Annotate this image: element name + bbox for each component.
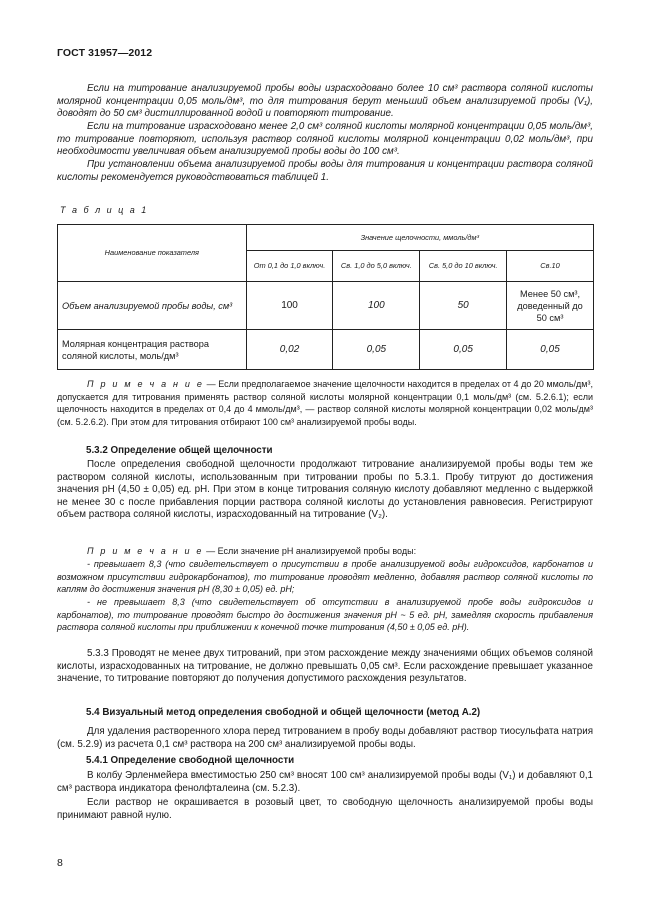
- table-range-header: Св.10: [507, 251, 594, 282]
- table-cell: 0,05: [420, 330, 507, 370]
- note-text: — Если значение pH анализируемой пробы воды:: [203, 546, 417, 556]
- note-label: П р и м е ч а н и е: [87, 379, 205, 389]
- intro-paragraph-2: Если на титрование израсходовано менее 2,0 см³ соляной кислоты молярной концентрации 0,05 моль/дм³, то титрование повторяют, используя раствор соляной кислоты молярной концентрации 0,02 моль/дм³, при необходимости увеличивая объем анализируемой пробы воды до 100 см³.: [57, 121, 593, 158]
- table-cell: 100: [333, 282, 420, 330]
- section-5-3-2-heading: 5.3.2 Определение общей щелочности: [86, 445, 273, 456]
- section-5-3-2-body: После определения свободной щелочности продолжают титрование анализируемой пробы воды тем же раствором соляной кислоты, использованным при титровании пробы по 5.3.1. Пробу титруют до достижения значения pH (4,50 ± 0,05) ед. pH. При этом в конце титрования соляную кислоту добавляют медленно с выдержкой не менее 30 с после прибавления порции раствора соляной кислоты до установления равновесия. Регистрируют объем раствора соляной кислоты, израсходованный на титрование (V₂).: [57, 459, 593, 521]
- intro-paragraph-1: Если на титрование анализируемой пробы воды израсходовано более 10 см³ раствора соляной кислоты молярной концентрации 0,05 моль/дм³, то для титрования берут меньший объем анализируемой пробы (V₁), доводят до 50 см³ дистиллированной водой и повторяют титрование.: [57, 83, 593, 120]
- table-note: [57, 378, 593, 428]
- table-caption: Т а б л и ц а 1: [60, 205, 149, 215]
- table-row-label: Объем анализируемой пробы воды, см³: [58, 282, 247, 330]
- table-range-header: От 0,1 до 1,0 включ.: [246, 251, 333, 282]
- table-cell: 100: [246, 282, 333, 330]
- alkalinity-table: [57, 224, 594, 370]
- note-item: - превышает 8,3 (что свидетельствует о присутствии в пробе анализируемой воды гидроксидов, карбонатов и возможном присутствии гидрокарбонатов), то титрование проводят медленно, добавляя раствор соляной кислоты по каплям до достижения значения pH (8,30 ± 0,05) ед. pH;: [57, 559, 593, 595]
- table-range-header: Св. 1,0 до 5,0 включ.: [333, 251, 420, 282]
- table-cell: 0,05: [507, 330, 594, 370]
- table-cell: 0,02: [246, 330, 333, 370]
- document-header: ГОСТ 31957—2012: [57, 47, 153, 59]
- table-cell: 50: [420, 282, 507, 330]
- section-5-3-3-body: 5.3.3 Проводят не менее двух титрований, при этом расхождение между значениями общих объемов соляной кислоты, израсходованных на титрование, не должно превышать 0,05 см³. Если расхождение превышает указанное значение, то титрование повторяют до получения допустимого расхождения результатов.: [57, 648, 593, 685]
- note-item: - не превышает 8,3 (что свидетельствует об отсутствии в анализируемой пробе воды гидроксидов и карбонатов), то титрование проводят быстро до достижения значения pH ~ 5 ед. pH, замедляя скорость прибавления раствора соляной кислоты при приближении к конечной точке титрования (4,50 ± 0,05 ед. pH).: [57, 597, 593, 633]
- table-range-header: Св. 5,0 до 10 включ.: [420, 251, 507, 282]
- intro-paragraph-3: При установлении объема анализируемой пробы воды для титрования и концентрации раствора соляной кислоты рекомендуется руководствоваться таблицей 1.: [57, 159, 593, 183]
- note-label: П р и м е ч а н и е: [87, 546, 204, 556]
- section-5-3-2-note: [57, 545, 593, 558]
- page-number: 8: [57, 857, 63, 869]
- section-5-4-heading: 5.4 Визуальный метод определения свободной и общей щелочности (метод А.2): [86, 707, 481, 718]
- table-row-label: Молярная концентрация раствора соляной кислоты, моль/дм³: [58, 330, 247, 370]
- section-5-4-1-body: Если раствор не окрашивается в розовый цвет, то свободную щелочность анализируемой пробы воды принимают равной нулю.: [57, 797, 593, 821]
- table-col-name-header: Наименование показателя: [58, 225, 247, 282]
- table-group-header: Значение щелочности, ммоль/дм³: [246, 225, 593, 251]
- table-cell: Менее 50 см³, доведенный до 50 см³: [507, 282, 594, 330]
- table-cell: 0,05: [333, 330, 420, 370]
- section-5-4-1-body: В колбу Эрленмейера вместимостью 250 см³ вносят 100 см³ анализируемой пробы воды (V₁) и добавляют 0,1 см³ раствора индикатора фенолфталеина (см. 5.2.3).: [57, 770, 593, 794]
- section-5-4-1-heading: 5.4.1 Определение свободной щелочности: [86, 755, 295, 766]
- section-5-4-body: Для удаления растворенного хлора перед титрованием в пробу воды добавляют раствор тиосульфата натрия (см. 5.2.9) из расчета 0,1 см³ раствора на 200 см³ анализируемой пробы воды.: [57, 726, 593, 750]
- note-text: — Если предполагаемое значение щелочности находится в пределах от 4 до 20 ммоль/дм³, допускается для титрования применять раствор соляной кислоты молярной концентрации 0,1 моль/дм³ (см. 5.2.6.1); если щелочность находится в пределах от 0,4 до 4 ммоль/дм³, — раствор соляной кислоты молярной концентрации 0,02 моль/дм³ (см. 5.2.6.2). При этом для титрования отбирают 100 см³ анализируемой пробы воды.: [57, 379, 593, 427]
